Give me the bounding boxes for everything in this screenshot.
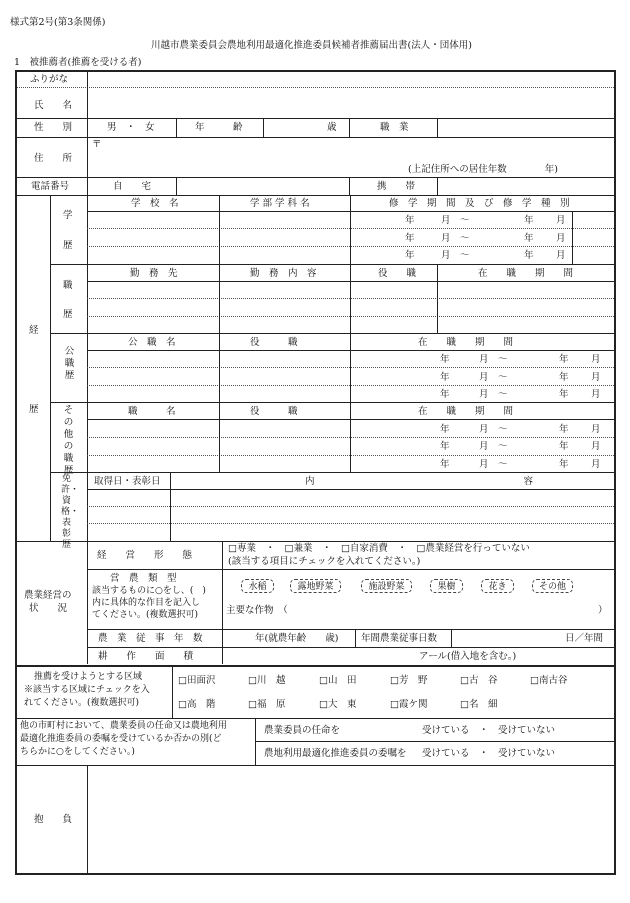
crop-field-veg[interactable]: 露地野菜 [290,579,341,593]
mgmt-form-label: 経 営 形 態 [97,550,193,561]
farming-label-2: 状 況 [29,603,68,614]
district-yamada[interactable]: □山 田 [319,675,357,686]
page-title: 川越市農業委員会農地利用最適化推進委員候補者推薦届出書(法人・団体用) [151,40,472,51]
other-row1-year2: 年 [559,424,569,435]
public-office-label: 公職歴 [64,346,75,381]
other-row2-to: 月 [591,441,601,452]
crop-fruit[interactable]: 果樹 [430,579,463,593]
lower-table-border [15,665,616,875]
other-row3-to: 月 [591,459,601,470]
school-row2-year2: 年 [524,233,534,244]
district-fukuhara[interactable]: □福 原 [248,699,286,710]
public-row2-year2: 年 [559,372,569,383]
furigana-label: ふりがな [30,74,69,85]
other-row1-to: 月 [591,424,601,435]
school-col-name: 学 校 名 [131,198,179,209]
concurrent-text-3: ちらかに○をしてください。) [20,747,135,757]
type-note-2: 内に具体的な作目を記入し [92,598,201,608]
occupation-label: 職 業 [380,122,409,133]
district-label-3: れてください。(複数選択可) [24,698,140,708]
district-kawagoe[interactable]: □川 越 [248,675,286,686]
school-row2-to: 月 [556,233,566,244]
gender-options: 男 ・ 女 [107,122,155,133]
school-row1-year: 年 [405,215,415,226]
school-row3-to: 月 [556,250,566,261]
work-col-role: 役 職 [378,268,417,279]
public-row2-year: 年 [440,372,450,383]
work-col-period: 在 職 期 間 [478,268,574,279]
name-label: 氏 名 [34,100,73,111]
crop-flower[interactable]: 花き [481,579,514,593]
other-career-label: その他の職歴 [63,405,74,476]
crop-other[interactable]: その他 [532,579,573,593]
main-table-border [15,70,616,667]
school-label-gaku: 学 [63,210,73,221]
public-row3-year2: 年 [559,389,569,400]
other-row3-year: 年 [440,459,450,470]
mobile-label: 携 帯 [377,181,416,192]
public-row1-year: 年 [440,354,450,365]
public-col-title: 公 職 名 [128,337,176,348]
district-nagusa[interactable]: □名 細 [460,699,498,710]
district-minamifuruya[interactable]: □南古谷 [530,675,568,686]
work-col-employer: 勤 務 先 [130,268,178,279]
school-row3-year: 年 [405,250,415,261]
type-note-1: 該当するものに○をし、( ) [92,586,206,596]
annual-days-label: 年間農業従事日数 [361,633,438,644]
district-takashina[interactable]: □高 階 [178,699,216,710]
crop-rice[interactable]: 水稲 [241,579,274,593]
public-row2-to: 月 [591,372,601,383]
concurrent-q1-answer[interactable]: 受けている ・ 受けていない [422,725,556,736]
work-label-shoku: 職 [63,280,73,291]
years-label: 農 業 従 事 年 数 [98,633,203,644]
work-label-reki: 歴 [63,309,73,320]
concurrent-q1: 農業委員の任命を [264,725,341,736]
school-row3-year2: 年 [524,250,534,261]
public-row3-from: 月 〜 [479,389,508,400]
age-unit: 歳 [327,122,337,133]
district-kasumigaseki[interactable]: □霞ケ関 [390,699,428,710]
section-heading: 1 被推薦者(推薦を受ける者) [14,57,142,68]
public-row3-year: 年 [440,389,450,400]
address-label: 住 所 [34,153,73,164]
other-row2-year2: 年 [559,441,569,452]
license-label: 免許・資格・表彰歴 [61,474,80,550]
career-label-reki: 歴 [29,404,39,415]
type-label: 営 農 類 型 [110,573,177,584]
main-crops-label: 主要な作物 （ [226,605,288,616]
district-daito[interactable]: □大 東 [319,699,357,710]
concurrent-text-2: 最適化推進委員の委嘱を受けているか否かの別(ど [20,734,222,744]
district-furuya[interactable]: □古 谷 [460,675,498,686]
school-row2-year: 年 [405,233,415,244]
other-row2-year: 年 [440,441,450,452]
area-unit: アール(借入地を含む。) [419,651,517,662]
other-row3-year2: 年 [559,459,569,470]
postal-mark: 〒 [92,139,102,150]
school-row2-from: 月 〜 [441,233,470,244]
home-phone-label: 自 宅 [113,181,152,192]
other-col-title: 職 名 [128,406,176,417]
school-col-dept: 学 部 学 科 名 [250,198,310,209]
district-tanomozawa[interactable]: □田面沢 [178,675,216,686]
school-row1-from: 月 〜 [441,215,470,226]
school-col-period: 修 学 期 間 及 び 修 学 種 別 [389,198,570,209]
other-col-role: 役 職 [250,406,298,417]
aspiration-label: 抱 負 [34,814,73,825]
mgmt-options: □専業 ・ □兼業 ・ □自家消費 ・ □農業経営を行っていない [228,543,530,554]
crop-greenhouse-veg[interactable]: 施設野菜 [361,579,412,593]
mgmt-note: (該当する項目にチェックを入れてください。) [228,556,421,567]
days-unit: 日／年間 [565,633,604,644]
school-row1-year2: 年 [524,215,534,226]
other-row1-year: 年 [440,424,450,435]
form-number: 様式第2号(第3条関係) [10,17,106,28]
years-value: 年(就農年齢 歳) [255,633,339,644]
public-row1-to: 月 [591,354,601,365]
concurrent-text-1: 他の市町村において、農業委員の任命又は農地利用 [20,721,227,731]
school-row1-to: 月 [556,215,566,226]
age-label: 年 齢 [195,122,243,133]
school-row3-from: 月 〜 [441,250,470,261]
other-row1-from: 月 〜 [479,424,508,435]
type-note-3: てください。(複数選択可) [92,610,199,620]
work-col-content: 勤 務 内 容 [250,268,317,279]
district-label-1: 推薦を受けようとする区域 [34,672,143,682]
concurrent-q2-answer[interactable]: 受けている ・ 受けていない [422,748,556,759]
public-row1-from: 月 〜 [479,354,508,365]
other-row2-from: 月 〜 [479,441,508,452]
residence-years: (上記住所への居住年数 年) [408,164,558,175]
other-col-period: 在 職 期 間 [418,406,514,417]
public-row3-to: 月 [591,389,601,400]
public-col-period: 在 職 期 間 [418,337,514,348]
farming-label-1: 農業経営の [24,590,72,601]
main-crops-close: ） [598,605,608,616]
school-label-reki: 歴 [63,240,73,251]
other-row3-from: 月 〜 [479,459,508,470]
public-col-role: 役 職 [250,337,298,348]
career-label-kei: 経 [29,325,39,336]
district-label-2: ※該当する区域にチェックを入 [24,685,150,695]
public-row2-from: 月 〜 [479,372,508,383]
concurrent-q2: 農地利用最適化推進委員の委嘱を [264,748,407,759]
gender-label: 性 別 [34,122,73,133]
area-label: 耕 作 面 積 [98,651,194,662]
license-col-date: 取得日・表彰日 [94,476,161,487]
license-col-content: 内 容 [305,476,534,487]
public-row1-year2: 年 [559,354,569,365]
district-yoshino[interactable]: □芳 野 [390,675,428,686]
phone-label: 電話番号 [31,181,70,192]
